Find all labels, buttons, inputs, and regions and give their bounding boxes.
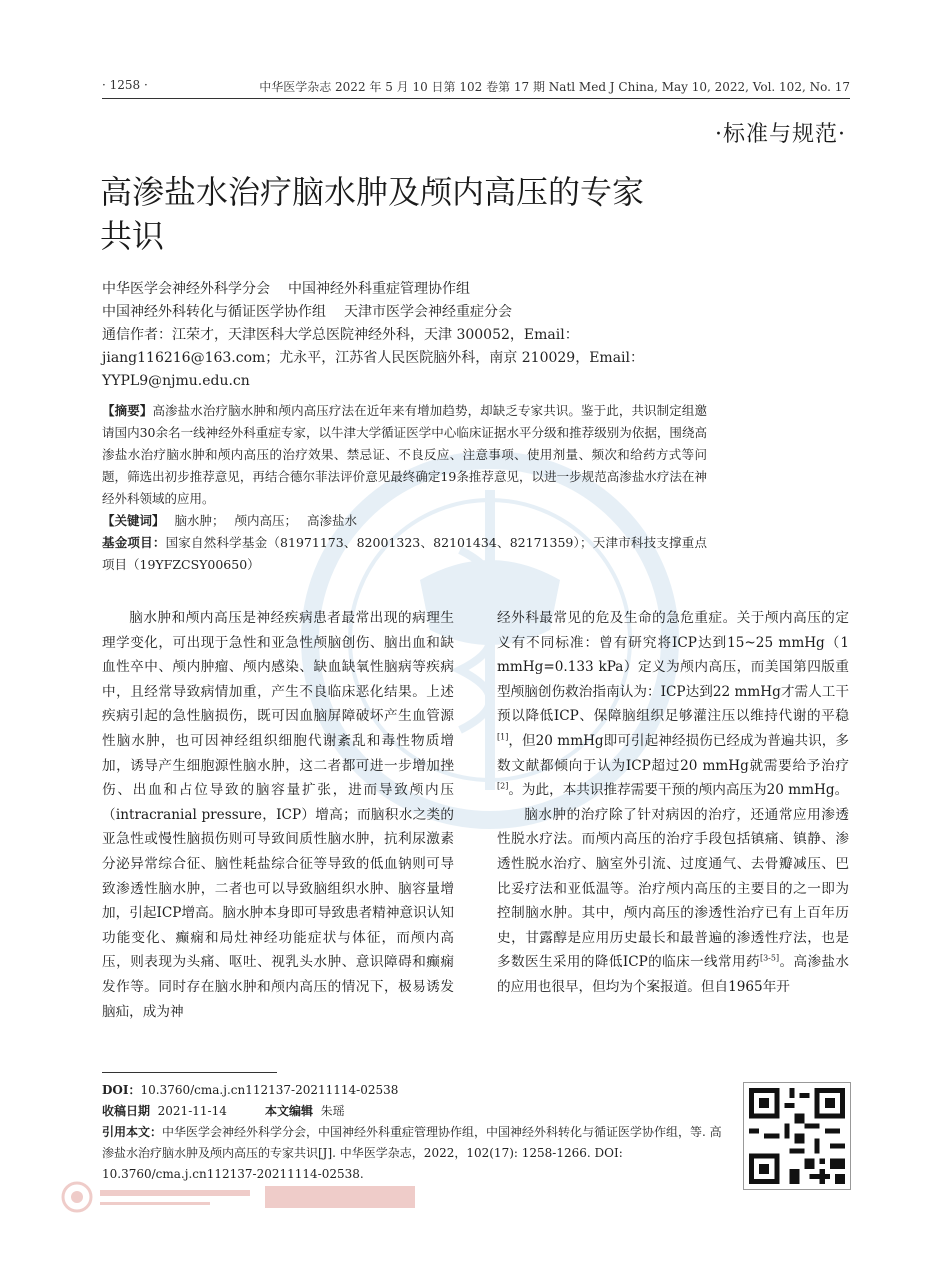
footer-rule [102, 1072, 277, 1073]
abstract-text: 高渗盐水治疗脑水肿和颅内高压疗法在近年来有增加趋势，却缺乏专家共识。鉴于此，共识制定组邀请国内30余名一线神经外科重症专家，以牛津大学循证医学中心临床证据水平分级和推荐级别为依据，围绕高渗盐水治疗脑水肿和颅内高压的治疗效果、禁忌证、不良反应、注意事项、使用剂量、频次和给药方式等问题，筛选出初步推荐意见，再结合德尔菲法评价意见最终确定19条推荐意见，以进一步规范高渗盐水疗法在神经外科领域的应用。 [102, 403, 707, 506]
section-tag: ·标准与规范· [715, 122, 846, 147]
citation-ref: [3-5] [759, 953, 780, 963]
funding-text: 国家自然科学基金（81971173、82001323、82101434、82171359）；天津市科技支撑重点项目（19YFZCSY00650） [102, 535, 707, 572]
citation-ref: [2] [497, 781, 509, 791]
received-line [102, 1101, 722, 1122]
keywords-label: 【关键词】 [102, 513, 165, 528]
abstract-block [102, 400, 707, 576]
author-block [102, 278, 712, 393]
body-paragraph [497, 606, 849, 803]
editor-name: 朱瑶 [320, 1104, 345, 1118]
body-column-left [102, 606, 454, 1024]
keyword: 脑水肿； [174, 513, 225, 528]
abstract-label: 【摘要】 [102, 403, 153, 418]
correspondence: 通信作者：江荣才，天津医科大学总医院神经外科，天津 300052，Email：jiang116216@163.com；尤永平，江苏省人民医院脑外科，南京 210029，Email：YYPL9@njmu.edu.cn [102, 327, 644, 389]
body-text: ，但20 mmHg即可引起神经损伤已经成为普遍共识，多数文献都倾向于认为ICP超过20 mmHg就需要给予治疗 [497, 732, 849, 774]
article-footer [102, 1080, 722, 1185]
page-number: · 1258 · [102, 78, 148, 92]
cite-text: 中华医学会神经外科学分会，中国神经外科重症管理协作组，中国神经外科转化与循证医学协作组，等. 高渗盐水治疗脑水肿及颅内高压的专家共识[J]. 中华医学杂志，2022，102(17): 1258-1266. DOI: 10.3760/cma.j.cn112137-20211114-02538. [102, 1125, 722, 1181]
author-org: 天津市医学会神经重症分会 [344, 304, 512, 320]
running-header [102, 76, 850, 99]
keywords-line [102, 510, 707, 532]
author-orgs-row-2 [102, 301, 712, 324]
keyword: 颅内高压； [234, 513, 298, 528]
article-title: 高渗盐水治疗脑水肿及颅内高压的专家共识 [100, 173, 645, 255]
doi-line [102, 1080, 722, 1101]
doi-label: DOI： [102, 1083, 141, 1097]
body-paragraph [497, 803, 849, 1000]
author-org: 中国神经外科重症管理协作组 [288, 281, 470, 297]
cite-label: 引用本文： [102, 1125, 163, 1139]
keyword: 高渗盐水 [307, 513, 358, 528]
author-orgs-row-1 [102, 278, 712, 301]
doi-value: 10.3760/cma.j.cn112137-20211114-02538 [140, 1083, 399, 1097]
citation-ref: [1] [497, 732, 509, 742]
abstract-paragraph [102, 400, 707, 510]
publisher-logo [60, 1180, 420, 1214]
body-text: 脑水肿的治疗除了针对病因的治疗，还通常应用渗透性脱水疗法。而颅内高压的治疗手段包括镇痛、镇静、渗透性脱水治疗、脑室外引流、过度通气、去骨瓣减压、巴比妥疗法和亚低温等。治疗颅内高压的主要目的之一即为控制脑水肿。其中，颅内高压的渗透性治疗已有上百年历史，甘露醇是应用历史最长和最普遍的渗透性疗法，也是多数医生采用的降低ICP的临床一线常用药 [497, 806, 849, 971]
author-org: 中国神经外科转化与循证医学协作组 [102, 304, 326, 320]
received-label: 收稿日期 [102, 1104, 151, 1118]
body-text: 。为此，本共识推荐需要干预的颅内高压为20 mmHg。 [508, 782, 849, 799]
body-text: 。高渗盐水的应用也很早，但均为个案报道。但自1965年开 [497, 954, 849, 995]
author-org: 中华医学会神经外科学分会 [102, 281, 270, 297]
qr-code-icon [743, 1082, 851, 1190]
citation-line [102, 1122, 722, 1185]
journal-citation-line: 中华医学杂志 2022 年 5 月 10 日第 102 卷第 17 期 Natl Med J China, May 10, 2022, Vol. 102, No. 17 [259, 80, 850, 94]
funding-label: 基金项目： [102, 535, 166, 550]
received-date: 2021-11-14 [157, 1104, 227, 1118]
editor-label: 本文编辑 [265, 1104, 314, 1118]
body-paragraph: 脑水肿和颅内高压是神经疾病患者最常出现的病理生理学变化，可出现于急性和亚急性颅脑创伤、脑出血和缺血性卒中、颅内肿瘤、颅内感染、缺血缺氧性脑病等疾病中，且经常导致病情加重，产生不良临床恶化结果。上述疾病引起的急性脑损伤，既可因血脑屏障破坏产生血管源性脑水肿，也可因神经组织细胞代谢紊乱和毒性物质增加，诱导产生细胞源性脑水肿，这二者都可进一步增加挫伤、出血和占位导致的脑容量扩张，进而导致颅内压（intracranial pressure，ICP）增高；而脑积水之类的亚急性或慢性脑损伤则可导致间质性脑水肿，抗利尿激素分泌异常综合征、脑性耗盐综合征等导致的低血钠则可导致渗透性脑水肿，二者也可以导致脑组织水肿、脑容量增加，引起ICP增高。脑水肿本身即可导致患者精神意识认知功能变化、癫痫和局灶神经功能症状与体征，而颅内高压，则表现为头痛、呕吐、视乳头水肿、意识障碍和癫痫发作等。同时存在脑水肿和颅内高压的情况下，极易诱发脑疝，成为神 [102, 610, 454, 1020]
funding-line [102, 532, 707, 576]
body-text: 经外科最常见的危及生命的急危重症。关于颅内高压的定义有不同标准：曾有研究将ICP达到15~25 mmHg（1 mmHg=0.133 kPa）定义为颅内高压，而美国第四版重型颅脑创伤救治指南认为：ICP达到22 mmHg才需人工干预以降低ICP、保障脑组织足够灌注压以维持代谢的平稳 [497, 610, 849, 725]
body-column-right [497, 606, 849, 1000]
